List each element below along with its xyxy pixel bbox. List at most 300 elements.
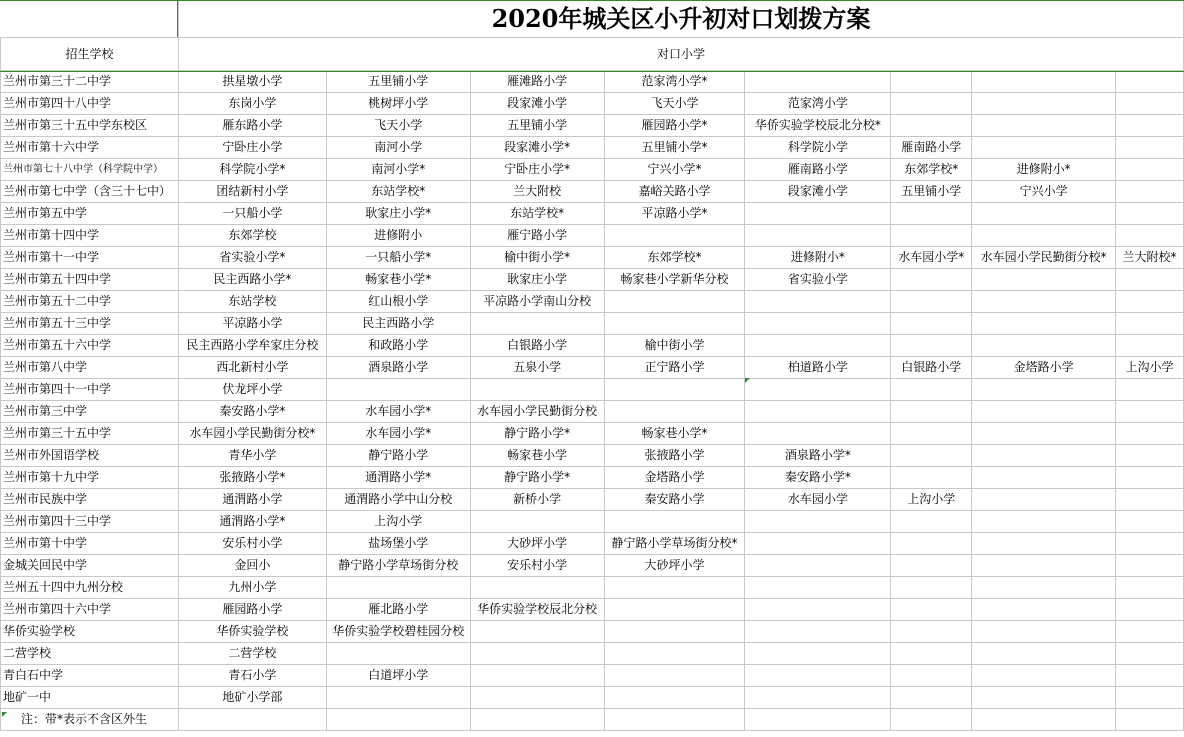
primary-school-cell[interactable] bbox=[604, 511, 745, 533]
primary-school-cell[interactable]: 大砂坪小学 bbox=[470, 533, 604, 555]
primary-school-cell[interactable] bbox=[604, 379, 745, 401]
primary-school-cell[interactable]: 静宁路小学草场街分校* bbox=[604, 533, 745, 555]
primary-school-cell[interactable]: 盐场堡小学 bbox=[326, 533, 470, 555]
primary-school-cell[interactable] bbox=[604, 643, 745, 665]
primary-school-cell[interactable]: 宁兴小学 bbox=[972, 181, 1116, 203]
primary-school-cell[interactable] bbox=[1116, 93, 1184, 115]
primary-school-cell[interactable] bbox=[470, 643, 604, 665]
primary-school-cell[interactable] bbox=[972, 599, 1116, 621]
primary-school-cell[interactable] bbox=[745, 599, 891, 621]
primary-school-cell[interactable]: 青华小学 bbox=[178, 445, 326, 467]
school-name-cell[interactable]: 兰州市第五十四中学 bbox=[1, 269, 179, 291]
empty-cell[interactable] bbox=[470, 709, 604, 731]
table-row bbox=[1, 247, 1184, 269]
school-name-cell[interactable]: 兰州市第十中学 bbox=[1, 533, 179, 555]
table-row bbox=[1, 643, 1184, 665]
primary-school-cell[interactable]: 雁园路小学* bbox=[604, 115, 745, 137]
primary-school-cell[interactable]: 秦安路小学* bbox=[745, 467, 891, 489]
cell-comment-marker bbox=[2, 712, 7, 717]
primary-school-cell[interactable] bbox=[1116, 291, 1184, 313]
school-name-cell[interactable]: 兰州市第十一中学 bbox=[1, 247, 179, 269]
primary-school-cell[interactable] bbox=[604, 291, 745, 313]
primary-school-cell[interactable]: 白银路小学 bbox=[891, 357, 972, 379]
primary-school-cell[interactable] bbox=[972, 555, 1116, 577]
primary-school-cell[interactable]: 段家滩小学* bbox=[470, 137, 604, 159]
primary-school-cell[interactable]: 平凉路小学南山分校 bbox=[470, 291, 604, 313]
primary-school-cell[interactable]: 科学院小学* bbox=[178, 159, 326, 181]
primary-school-cell[interactable] bbox=[1116, 489, 1184, 511]
table-row bbox=[1, 511, 1184, 533]
school-name-cell[interactable]: 兰州市第八中学 bbox=[1, 357, 179, 379]
primary-school-cell[interactable] bbox=[891, 71, 972, 93]
primary-school-cell[interactable]: 秦安路小学* bbox=[178, 401, 326, 423]
primary-school-cell[interactable]: 水车园小学民勤街分校 bbox=[470, 401, 604, 423]
primary-school-cell[interactable]: 雁南路小学 bbox=[891, 137, 972, 159]
primary-school-cell[interactable]: 南河小学* bbox=[326, 159, 470, 181]
primary-school-cell[interactable] bbox=[745, 621, 891, 643]
primary-school-cell[interactable]: 嘉峪关路小学 bbox=[604, 181, 745, 203]
school-name-cell[interactable]: 金城关回民中学 bbox=[1, 555, 179, 577]
table-row bbox=[1, 687, 1184, 709]
primary-school-cell[interactable]: 华侨实验学校辰北分校* bbox=[745, 115, 891, 137]
primary-school-cell[interactable] bbox=[1116, 533, 1184, 555]
primary-school-cell[interactable] bbox=[326, 687, 470, 709]
primary-school-cell[interactable]: 金塔路小学 bbox=[972, 357, 1116, 379]
school-name-cell[interactable]: 兰州市第十四中学 bbox=[1, 225, 179, 247]
primary-school-cell[interactable] bbox=[745, 379, 891, 401]
table-row bbox=[1, 599, 1184, 621]
primary-school-cell[interactable]: 雁北路小学 bbox=[326, 599, 470, 621]
primary-school-cell[interactable]: 正宁路小学 bbox=[604, 357, 745, 379]
primary-school-cell[interactable]: 雁东路小学 bbox=[178, 115, 326, 137]
school-name-cell[interactable]: 兰州市第十六中学 bbox=[1, 137, 179, 159]
primary-school-cell[interactable]: 东岗小学 bbox=[178, 93, 326, 115]
primary-school-cell[interactable] bbox=[891, 577, 972, 599]
primary-school-cell[interactable]: 东站学校* bbox=[326, 181, 470, 203]
primary-school-cell[interactable]: 平凉路小学 bbox=[178, 313, 326, 335]
primary-school-cell[interactable]: 通渭路小学 bbox=[178, 489, 326, 511]
primary-school-cell[interactable]: 五里铺小学 bbox=[326, 71, 470, 93]
primary-school-cell[interactable] bbox=[891, 203, 972, 225]
primary-school-cell[interactable]: 桃树坪小学 bbox=[326, 93, 470, 115]
primary-school-cell[interactable] bbox=[745, 555, 891, 577]
primary-school-cell[interactable] bbox=[604, 225, 745, 247]
primary-school-cell[interactable]: 张掖路小学* bbox=[178, 467, 326, 489]
primary-school-cell[interactable]: 通渭路小学* bbox=[178, 511, 326, 533]
primary-school-cell[interactable]: 榆中街小学 bbox=[604, 335, 745, 357]
primary-school-cell[interactable] bbox=[1116, 665, 1184, 687]
primary-school-cell[interactable]: 水车园小学* bbox=[891, 247, 972, 269]
primary-school-cell[interactable]: 酒泉路小学 bbox=[326, 357, 470, 379]
primary-school-cell[interactable]: 民主西路小学 bbox=[326, 313, 470, 335]
primary-school-cell[interactable]: 秦安路小学 bbox=[604, 489, 745, 511]
primary-school-cell[interactable] bbox=[972, 93, 1116, 115]
table-row bbox=[1, 71, 1184, 93]
primary-school-cell[interactable]: 通渭路小学中山分校 bbox=[326, 489, 470, 511]
table-row bbox=[1, 269, 1184, 291]
school-name-cell[interactable]: 华侨实验学校 bbox=[1, 621, 179, 643]
primary-school-cell[interactable]: 飞天小学 bbox=[604, 93, 745, 115]
empty-cell[interactable] bbox=[326, 709, 470, 731]
primary-school-cell[interactable] bbox=[470, 687, 604, 709]
primary-school-cell[interactable] bbox=[972, 423, 1116, 445]
primary-school-cell[interactable] bbox=[1116, 555, 1184, 577]
primary-school-cell[interactable]: 省实验小学* bbox=[178, 247, 326, 269]
primary-school-cell[interactable] bbox=[972, 401, 1116, 423]
primary-school-cell[interactable] bbox=[891, 269, 972, 291]
primary-school-cell[interactable]: 五里铺小学* bbox=[604, 137, 745, 159]
primary-school-cell[interactable]: 民主西路小学* bbox=[178, 269, 326, 291]
table-row bbox=[1, 621, 1184, 643]
primary-school-cell[interactable]: 华侨实验学校 bbox=[178, 621, 326, 643]
primary-school-cell[interactable] bbox=[604, 665, 745, 687]
primary-school-cell[interactable] bbox=[891, 313, 972, 335]
school-name-cell[interactable]: 兰州市第四十八中学 bbox=[1, 93, 179, 115]
primary-school-cell[interactable] bbox=[470, 511, 604, 533]
primary-school-cell[interactable]: 水车园小学* bbox=[326, 423, 470, 445]
primary-school-cell[interactable] bbox=[1116, 687, 1184, 709]
primary-school-cell[interactable]: 白道坪小学 bbox=[326, 665, 470, 687]
primary-school-cell[interactable]: 科学院小学 bbox=[745, 137, 891, 159]
table-row bbox=[1, 203, 1184, 225]
school-name-cell[interactable]: 兰州市第四十六中学 bbox=[1, 599, 179, 621]
primary-school-cell[interactable] bbox=[470, 379, 604, 401]
primary-school-cell[interactable] bbox=[1116, 269, 1184, 291]
primary-school-cell[interactable]: 进修附小* bbox=[972, 159, 1116, 181]
primary-school-cell[interactable]: 二营学校 bbox=[178, 643, 326, 665]
primary-school-cell[interactable] bbox=[972, 269, 1116, 291]
table-row bbox=[1, 467, 1184, 489]
empty-cell[interactable] bbox=[1116, 709, 1184, 731]
primary-school-cell[interactable]: 兰大附校* bbox=[1116, 247, 1184, 269]
primary-school-cell[interactable] bbox=[745, 665, 891, 687]
primary-school-cell[interactable]: 一只船小学 bbox=[178, 203, 326, 225]
primary-school-cell[interactable]: 雁滩路小学 bbox=[470, 71, 604, 93]
primary-school-cell[interactable]: 东郊学校 bbox=[178, 225, 326, 247]
table-row bbox=[1, 445, 1184, 467]
primary-school-cell[interactable] bbox=[972, 445, 1116, 467]
primary-school-cell[interactable]: 东站学校* bbox=[470, 203, 604, 225]
primary-school-cell[interactable]: 九州小学 bbox=[178, 577, 326, 599]
primary-school-cell[interactable]: 耿家庄小学* bbox=[326, 203, 470, 225]
school-name-cell[interactable]: 兰州市第五十六中学 bbox=[1, 335, 179, 357]
school-name-cell[interactable]: 兰州市第五十三中学 bbox=[1, 313, 179, 335]
primary-school-cell[interactable] bbox=[891, 379, 972, 401]
table-row bbox=[1, 577, 1184, 599]
table-row bbox=[1, 665, 1184, 687]
primary-school-cell[interactable]: 一只船小学* bbox=[326, 247, 470, 269]
primary-school-cell[interactable] bbox=[745, 577, 891, 599]
primary-school-cell[interactable] bbox=[1116, 379, 1184, 401]
primary-school-cell[interactable] bbox=[326, 643, 470, 665]
primary-school-cell[interactable]: 水车园小学民勤街分校* bbox=[972, 247, 1116, 269]
school-name-cell[interactable]: 地矿一中 bbox=[1, 687, 179, 709]
primary-school-cell[interactable] bbox=[891, 467, 972, 489]
primary-school-cell[interactable] bbox=[1116, 225, 1184, 247]
primary-school-cell[interactable]: 省实验小学 bbox=[745, 269, 891, 291]
primary-school-cell[interactable] bbox=[604, 401, 745, 423]
primary-school-cell[interactable]: 榆中街小学* bbox=[470, 247, 604, 269]
primary-school-cell[interactable] bbox=[745, 511, 891, 533]
primary-school-cell[interactable] bbox=[1116, 71, 1184, 93]
primary-school-cell[interactable]: 新桥小学 bbox=[470, 489, 604, 511]
table-row bbox=[1, 115, 1184, 137]
primary-school-cell[interactable]: 雁园路小学 bbox=[178, 599, 326, 621]
primary-school-cell[interactable] bbox=[1116, 467, 1184, 489]
primary-school-cell[interactable]: 民主西路小学牟家庄分校 bbox=[178, 335, 326, 357]
school-name-cell[interactable]: 兰州市第四十一中学 bbox=[1, 379, 179, 401]
primary-school-cell[interactable]: 五里铺小学 bbox=[891, 181, 972, 203]
primary-school-cell[interactable]: 雁南路小学 bbox=[745, 159, 891, 181]
primary-school-cell[interactable] bbox=[972, 577, 1116, 599]
table-row bbox=[1, 159, 1184, 181]
primary-school-cell[interactable] bbox=[972, 467, 1116, 489]
primary-school-cell[interactable]: 进修附小 bbox=[326, 225, 470, 247]
empty-cell[interactable] bbox=[891, 709, 972, 731]
primary-school-cell[interactable] bbox=[1116, 181, 1184, 203]
primary-school-cell[interactable]: 进修附小* bbox=[745, 247, 891, 269]
primary-school-cell[interactable] bbox=[1116, 203, 1184, 225]
school-name-cell[interactable]: 兰州市第三十五中学东校区 bbox=[1, 115, 179, 137]
primary-school-cell[interactable]: 金塔路小学 bbox=[604, 467, 745, 489]
primary-school-cell[interactable] bbox=[604, 599, 745, 621]
primary-school-cell[interactable] bbox=[1116, 159, 1184, 181]
primary-school-cell[interactable] bbox=[745, 291, 891, 313]
primary-school-cell[interactable]: 华侨实验学校碧桂园分校 bbox=[326, 621, 470, 643]
primary-school-cell[interactable]: 静宁路小学 bbox=[326, 445, 470, 467]
primary-school-cell[interactable] bbox=[891, 665, 972, 687]
school-name-cell[interactable]: 兰州市第三十五中学 bbox=[1, 423, 179, 445]
primary-school-cell[interactable] bbox=[891, 335, 972, 357]
primary-school-cell[interactable]: 团结新村小学 bbox=[178, 181, 326, 203]
primary-school-cell[interactable]: 安乐村小学 bbox=[178, 533, 326, 555]
primary-school-cell[interactable]: 段家滩小学 bbox=[745, 181, 891, 203]
primary-school-cell[interactable]: 耿家庄小学 bbox=[470, 269, 604, 291]
primary-school-cell[interactable] bbox=[326, 379, 470, 401]
school-name-cell[interactable]: 兰州市第四十三中学 bbox=[1, 511, 179, 533]
primary-school-cell[interactable]: 金回小 bbox=[178, 555, 326, 577]
primary-school-cell[interactable] bbox=[604, 313, 745, 335]
primary-school-cell[interactable] bbox=[891, 555, 972, 577]
primary-school-cell[interactable] bbox=[891, 225, 972, 247]
primary-school-cell[interactable] bbox=[891, 599, 972, 621]
school-name-cell[interactable]: 兰州市第五中学 bbox=[1, 203, 179, 225]
primary-school-cell[interactable] bbox=[1116, 445, 1184, 467]
primary-school-cell[interactable]: 静宁路小学草场街分校 bbox=[326, 555, 470, 577]
primary-school-cell[interactable]: 安乐村小学 bbox=[470, 555, 604, 577]
primary-school-cell[interactable] bbox=[1116, 577, 1184, 599]
primary-school-cell[interactable]: 东郊学校* bbox=[604, 247, 745, 269]
primary-school-cell[interactable]: 上沟小学 bbox=[1116, 357, 1184, 379]
primary-school-cell[interactable] bbox=[972, 335, 1116, 357]
primary-school-cell[interactable] bbox=[972, 291, 1116, 313]
primary-school-cell[interactable] bbox=[1116, 511, 1184, 533]
cell-comment-marker bbox=[745, 378, 750, 383]
primary-school-cell[interactable] bbox=[891, 401, 972, 423]
primary-school-cell[interactable] bbox=[972, 621, 1116, 643]
primary-school-cell[interactable] bbox=[891, 93, 972, 115]
primary-school-cell[interactable]: 通渭路小学* bbox=[326, 467, 470, 489]
primary-school-cell[interactable]: 青石小学 bbox=[178, 665, 326, 687]
primary-school-cell[interactable]: 水车园小学* bbox=[326, 401, 470, 423]
primary-school-cell[interactable] bbox=[1116, 599, 1184, 621]
primary-school-cell[interactable] bbox=[745, 423, 891, 445]
title-spacer-cell[interactable] bbox=[1, 1, 179, 38]
primary-school-cell[interactable]: 大砂坪小学 bbox=[604, 555, 745, 577]
primary-school-cell[interactable] bbox=[745, 313, 891, 335]
primary-school-cell[interactable]: 畅家巷小学 bbox=[470, 445, 604, 467]
primary-school-cell[interactable] bbox=[1116, 115, 1184, 137]
primary-school-cell[interactable] bbox=[891, 643, 972, 665]
school-name-cell[interactable]: 兰州市第三十二中学 bbox=[1, 71, 179, 93]
primary-school-cell[interactable] bbox=[972, 115, 1116, 137]
primary-school-cell[interactable]: 地矿小学部 bbox=[178, 687, 326, 709]
table-row bbox=[1, 489, 1184, 511]
primary-school-cell[interactable]: 范家湾小学 bbox=[745, 93, 891, 115]
table-row bbox=[1, 357, 1184, 379]
primary-school-cell[interactable]: 水车园小学 bbox=[745, 489, 891, 511]
primary-school-cell[interactable]: 飞天小学 bbox=[326, 115, 470, 137]
primary-school-cell[interactable]: 范家湾小学* bbox=[604, 71, 745, 93]
primary-school-cell[interactable] bbox=[972, 137, 1116, 159]
primary-school-cell[interactable] bbox=[891, 291, 972, 313]
primary-school-cell[interactable] bbox=[326, 577, 470, 599]
empty-cell[interactable] bbox=[178, 709, 326, 731]
primary-school-cell[interactable] bbox=[604, 577, 745, 599]
primary-school-cell[interactable]: 西北新村小学 bbox=[178, 357, 326, 379]
primary-school-cell[interactable] bbox=[972, 71, 1116, 93]
primary-school-cell[interactable]: 宁卧庄小学 bbox=[178, 137, 326, 159]
primary-school-cell[interactable] bbox=[972, 379, 1116, 401]
table-row bbox=[1, 313, 1184, 335]
school-column-header[interactable]: 招生学校 bbox=[1, 38, 179, 71]
school-name-cell[interactable]: 兰州五十四中九州分校 bbox=[1, 577, 179, 599]
primary-school-cell[interactable] bbox=[470, 313, 604, 335]
primary-school-cell[interactable] bbox=[891, 687, 972, 709]
primary-school-cell[interactable]: 东站学校 bbox=[178, 291, 326, 313]
school-name-cell[interactable]: 兰州市第三中学 bbox=[1, 401, 179, 423]
primary-school-cell[interactable]: 拱星墩小学 bbox=[178, 71, 326, 93]
primary-school-cell[interactable] bbox=[891, 621, 972, 643]
primary-school-cell[interactable] bbox=[972, 313, 1116, 335]
primary-school-cell[interactable] bbox=[972, 643, 1116, 665]
primary-school-cell[interactable] bbox=[1116, 423, 1184, 445]
primary-school-cell[interactable] bbox=[891, 533, 972, 555]
page-title[interactable]: 2020年城关区小升初对口划拨方案 bbox=[178, 1, 1183, 38]
table-row bbox=[1, 225, 1184, 247]
primary-school-cell[interactable] bbox=[891, 115, 972, 137]
school-name-cell[interactable]: 兰州市第七中学（含三十七中） bbox=[1, 181, 179, 203]
primary-school-cell[interactable]: 畅家巷小学* bbox=[326, 269, 470, 291]
primary-school-cell[interactable]: 水车园小学民勤街分校* bbox=[178, 423, 326, 445]
primary-school-cell[interactable]: 兰大附校 bbox=[470, 181, 604, 203]
primary-school-cell[interactable]: 五里铺小学 bbox=[470, 115, 604, 137]
primary-school-cell[interactable]: 静宁路小学* bbox=[470, 423, 604, 445]
school-name-cell[interactable]: 兰州市外国语学校 bbox=[1, 445, 179, 467]
primary-school-cell[interactable] bbox=[470, 665, 604, 687]
primary-school-cell[interactable] bbox=[745, 687, 891, 709]
primary-school-cell[interactable] bbox=[1116, 313, 1184, 335]
primary-school-cell[interactable] bbox=[891, 511, 972, 533]
primary-school-cell[interactable]: 柏道路小学 bbox=[745, 357, 891, 379]
primary-school-cell[interactable]: 东郊学校* bbox=[891, 159, 972, 181]
primary-school-cell[interactable]: 宁兴小学* bbox=[604, 159, 745, 181]
primary-school-cell[interactable] bbox=[972, 203, 1116, 225]
primary-school-cell[interactable] bbox=[745, 643, 891, 665]
header-row bbox=[1, 38, 1184, 71]
school-name-cell[interactable]: 兰州市第十九中学 bbox=[1, 467, 179, 489]
matched-primary-column-header[interactable]: 对口小学 bbox=[178, 38, 1183, 71]
school-name-cell[interactable]: 兰州市第七十八中学（科学院中学） bbox=[1, 159, 179, 181]
primary-school-cell[interactable] bbox=[1116, 621, 1184, 643]
school-name-cell[interactable]: 青白石中学 bbox=[1, 665, 179, 687]
table-row bbox=[1, 137, 1184, 159]
primary-school-cell[interactable] bbox=[1116, 137, 1184, 159]
primary-school-cell[interactable] bbox=[972, 511, 1116, 533]
primary-school-cell[interactable]: 张掖路小学 bbox=[604, 445, 745, 467]
primary-school-cell[interactable] bbox=[745, 335, 891, 357]
primary-school-cell[interactable] bbox=[604, 687, 745, 709]
primary-school-cell[interactable] bbox=[745, 533, 891, 555]
primary-school-cell[interactable]: 上沟小学 bbox=[326, 511, 470, 533]
primary-school-cell[interactable] bbox=[891, 445, 972, 467]
primary-school-cell[interactable] bbox=[745, 401, 891, 423]
primary-school-cell[interactable]: 酒泉路小学* bbox=[745, 445, 891, 467]
primary-school-cell[interactable] bbox=[1116, 401, 1184, 423]
primary-school-cell[interactable] bbox=[972, 489, 1116, 511]
primary-school-cell[interactable] bbox=[1116, 335, 1184, 357]
primary-school-cell[interactable]: 畅家巷小学新华分校 bbox=[604, 269, 745, 291]
primary-school-cell[interactable] bbox=[470, 577, 604, 599]
school-name-cell[interactable]: 二营学校 bbox=[1, 643, 179, 665]
primary-school-cell[interactable]: 平凉路小学* bbox=[604, 203, 745, 225]
table-row bbox=[1, 291, 1184, 313]
primary-school-cell[interactable]: 红山根小学 bbox=[326, 291, 470, 313]
primary-school-cell[interactable]: 五泉小学 bbox=[470, 357, 604, 379]
primary-school-cell[interactable] bbox=[745, 71, 891, 93]
primary-school-cell[interactable] bbox=[972, 533, 1116, 555]
empty-cell[interactable] bbox=[972, 709, 1116, 731]
primary-school-cell[interactable]: 上沟小学 bbox=[891, 489, 972, 511]
table-row bbox=[1, 181, 1184, 203]
primary-school-cell[interactable]: 华侨实验学校辰北分校 bbox=[470, 599, 604, 621]
empty-cell[interactable] bbox=[745, 709, 891, 731]
school-name-cell[interactable]: 兰州市民族中学 bbox=[1, 489, 179, 511]
school-name-cell[interactable]: 兰州市第五十二中学 bbox=[1, 291, 179, 313]
primary-school-cell[interactable]: 伏龙坪小学 bbox=[178, 379, 326, 401]
primary-school-cell[interactable]: 静宁路小学* bbox=[470, 467, 604, 489]
table-row bbox=[1, 555, 1184, 577]
primary-school-cell[interactable] bbox=[745, 203, 891, 225]
primary-school-cell[interactable]: 南河小学 bbox=[326, 137, 470, 159]
primary-school-cell[interactable]: 雁宁路小学 bbox=[470, 225, 604, 247]
primary-school-cell[interactable] bbox=[470, 621, 604, 643]
primary-school-cell[interactable]: 段家滩小学 bbox=[470, 93, 604, 115]
primary-school-cell[interactable] bbox=[972, 687, 1116, 709]
primary-school-cell[interactable]: 宁卧庄小学* bbox=[470, 159, 604, 181]
primary-school-cell[interactable] bbox=[745, 225, 891, 247]
primary-school-cell[interactable]: 和政路小学 bbox=[326, 335, 470, 357]
empty-cell[interactable] bbox=[604, 709, 745, 731]
primary-school-cell[interactable] bbox=[604, 621, 745, 643]
primary-school-cell[interactable] bbox=[972, 665, 1116, 687]
primary-school-cell[interactable] bbox=[972, 225, 1116, 247]
primary-school-cell[interactable]: 畅家巷小学* bbox=[604, 423, 745, 445]
primary-school-cell[interactable]: 白银路小学 bbox=[470, 335, 604, 357]
primary-school-cell[interactable] bbox=[1116, 643, 1184, 665]
footnote[interactable]: 注：带*表示不含区外生 bbox=[1, 709, 179, 731]
primary-school-cell[interactable] bbox=[891, 423, 972, 445]
